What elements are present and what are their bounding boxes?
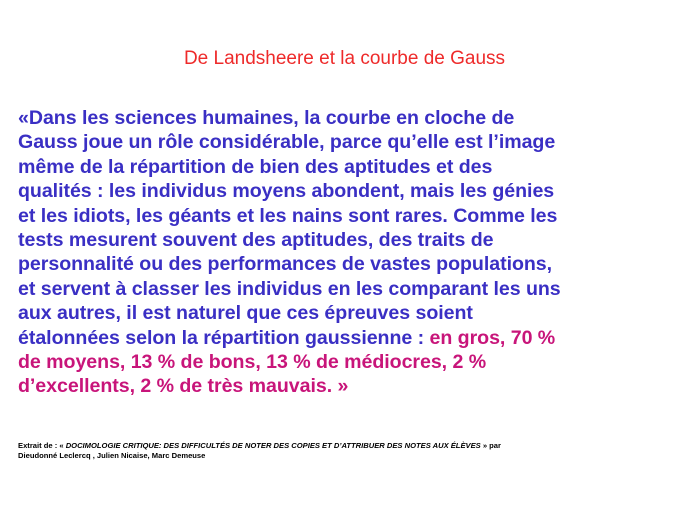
- quote-line: Gauss joue un rôle considérable, parce qu’elle est l’image: [18, 131, 556, 154]
- source-line: [18, 441, 678, 451]
- quote-line-mixed: [18, 326, 686, 350]
- highlight-line: d’excellents, 2 % de très mauvais. »: [18, 375, 349, 398]
- quote-line: «Dans les sciences humaines, la courbe en cloche de: [18, 107, 515, 129]
- quote-line: aux autres, il est naturel que ces épreuves soient: [18, 302, 473, 325]
- source-authors: Dieudonné Leclercq , Julien Nicaise, Marc Demeuse: [18, 451, 206, 460]
- source-suffix: » par: [480, 441, 501, 450]
- source-book-title: DOCIMOLOGIE CRITIQUE: DES DIFFICULTÉS DE NOTER DES COPIES ET D’ATTRIBUER DES NOTES AUX ÉLÈVES: [65, 441, 481, 450]
- source-citation: [18, 441, 678, 461]
- quote-line: même de la répartition de bien des aptitudes et des: [18, 155, 493, 178]
- highlight-line: de moyens, 13 % de bons, 13 % de médiocres, 2 %: [18, 351, 487, 374]
- quote-segment: étalonnées selon la répartition gaussienne :: [18, 326, 430, 349]
- source-prefix: Extrait de : «: [18, 441, 66, 450]
- quote-line: et les idiots, les géants et les nains sont rares. Comme les: [18, 204, 558, 227]
- highlight-segment: en gros, 70 %: [429, 326, 556, 349]
- quote-block: [18, 106, 686, 399]
- quote-line: personnalité ou des performances de vastes populations,: [18, 253, 553, 276]
- quote-line: qualités : les individus moyens abondent, mais les génies: [18, 180, 555, 203]
- slide-title: De Landsheere et la courbe de Gauss: [183, 48, 506, 69]
- quote-line: et servent à classer les individus en les comparant les uns: [18, 277, 561, 300]
- quote-line: tests mesurent souvent des aptitudes, des traits de: [18, 229, 494, 252]
